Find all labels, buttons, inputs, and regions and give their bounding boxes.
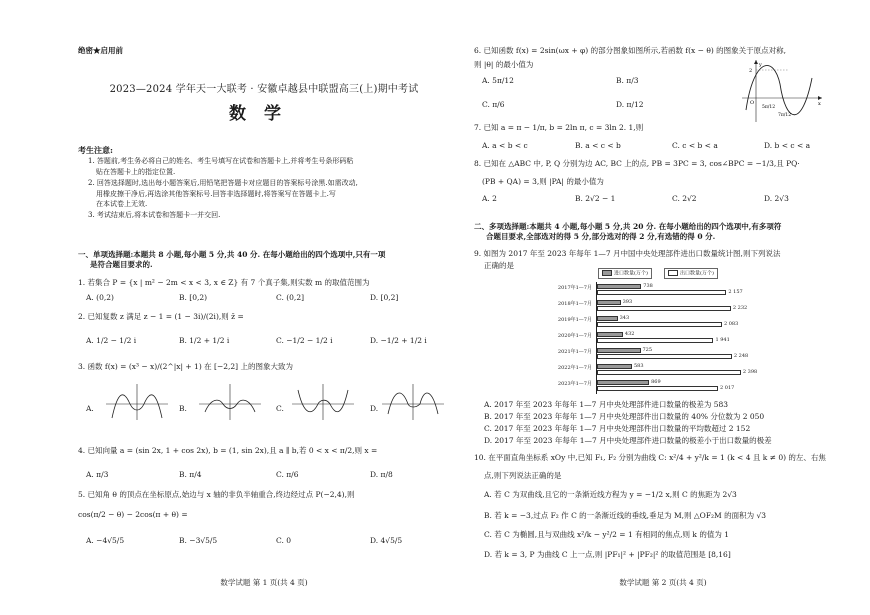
question-6-stem: 6. 已知函数 f(x) = 2sin(ωx + φ) 的部分图象如图所示,若函数 f(x − θ) 的图象关于原点对称, bbox=[474, 46, 787, 55]
bar-export bbox=[597, 322, 722, 327]
question-2-stem: 2. 已知复数 z 满足 z − 1 = (1 − 3i)/(2i),则 z̄ = bbox=[78, 312, 244, 321]
section2-title-line2: 合题目要求,全部选对的得 5 分,部分选对的得 2 分,有选错的得 0 分. bbox=[486, 232, 716, 242]
q8-option-d: D. 2√3 bbox=[764, 194, 789, 203]
bar-import bbox=[597, 364, 632, 369]
q1-option-c: C. (0,2] bbox=[276, 293, 305, 302]
chart-legend-export bbox=[664, 268, 718, 279]
bar-value-label: 2 157 bbox=[728, 289, 743, 295]
svg-text:x: x bbox=[818, 101, 821, 107]
bar-import bbox=[597, 348, 641, 353]
question-8-stem2: (PB + QA) = 3,则 |PA| 的最小值为 bbox=[482, 177, 604, 186]
section1-title-line2: 是符合题目要求的. bbox=[90, 260, 153, 270]
q8-option-a: A. 2 bbox=[482, 194, 497, 203]
bar-export bbox=[597, 306, 731, 311]
category-label: 2018年1—7月 bbox=[557, 301, 592, 307]
q5-option-d: D. 4√5/5 bbox=[370, 536, 403, 545]
note-line: 贴在答题卡上的指定位置. bbox=[96, 167, 176, 176]
bar-export bbox=[597, 290, 726, 295]
q3-option-b: B. bbox=[179, 404, 187, 413]
bar-export bbox=[597, 370, 741, 375]
q5-option-a: A. −4√5/5 bbox=[86, 536, 125, 545]
bar-value-label: 343 bbox=[619, 315, 630, 321]
bar-value-label: 2 083 bbox=[723, 321, 739, 327]
category-label: 2019年1—7月 bbox=[557, 317, 592, 323]
chart-legend-import bbox=[598, 268, 652, 279]
section1-title-line1: 一、单项选择题:本题共 8 小题,每小题 5 分,共 40 分. 在每小题给出的四个选项中,只有一项 bbox=[78, 250, 386, 259]
q6-option-c: C. π/6 bbox=[482, 100, 505, 109]
question-8-stem: 8. 已知在 △ABC 中, P, Q 分别为边 AC, BC 上的点, PB = 3PC = 3, cos∠BPC = −1/3,且 PQ· bbox=[474, 159, 800, 168]
q8-option-b: B. 2√2 − 1 bbox=[575, 194, 616, 203]
q4-option-c: C. π/6 bbox=[276, 470, 299, 479]
bar-value-label: 725 bbox=[642, 347, 653, 353]
q6-option-a: A. 5π/12 bbox=[482, 76, 514, 85]
q9-option-a: A. 2017 年至 2023 年每年 1—7 月中央处理部件进口数量的极差为 583 bbox=[484, 400, 729, 409]
q6-option-d: D. π/12 bbox=[616, 100, 644, 109]
bar-value-label: 432 bbox=[624, 331, 635, 337]
bar-import bbox=[597, 316, 618, 321]
q4-option-b: B. π/4 bbox=[179, 470, 202, 479]
bar-import bbox=[597, 332, 623, 337]
q3-graph-d bbox=[380, 382, 446, 422]
q9-option-c: C. 2017 年至 2023 年每年 1—7 月中央处理部件出口数量的平均数超过 2 152 bbox=[484, 424, 751, 433]
bar-export bbox=[597, 386, 718, 391]
q2-option-d: D. −1/2 + 1/2 i bbox=[370, 336, 427, 345]
note-line: 3. 考试结束后,将本试卷和答题卡一并交回. bbox=[88, 211, 221, 220]
bar-value-label: 2 232 bbox=[732, 305, 748, 311]
q9-bar-chart bbox=[534, 268, 794, 398]
bar-import bbox=[597, 380, 649, 385]
question-7-stem: 7. 已知 a = π − 1/π, b = 2ln π, c = 3ln 2. 1,则 bbox=[474, 123, 644, 132]
q3-option-a: A. bbox=[86, 404, 94, 413]
q3-graph-c bbox=[290, 382, 356, 422]
q7-option-c: C. c < b < a bbox=[672, 141, 718, 150]
q9-option-d: D. 2017 年至 2023 年每年 1—7 月中央处理部件进口数量的极差小于出口数量的极差 bbox=[484, 436, 772, 445]
bar-value-label: 869 bbox=[651, 379, 661, 385]
category-label: 2021年1—7月 bbox=[557, 349, 592, 355]
q1-option-a: A. (0,2) bbox=[86, 293, 114, 302]
secret-label: 绝密★启用前 bbox=[78, 46, 123, 55]
question-10-stem: 10. 在平面直角坐标系 xOy 中,已知 F₁, F₂ 分别为曲线 C: x²/4 + y²/k = 1 (k < 4 且 k ≠ 0) 的左、右焦 bbox=[474, 453, 826, 462]
question-4-stem: 4. 已知向量 a = (sin 2x, 1 + cos 2x), b = (1, sin 2x),且 a ∥ b,若 0 < x < π/2,则 x = bbox=[78, 446, 378, 455]
svg-text:5π/12: 5π/12 bbox=[762, 105, 776, 110]
notes-list bbox=[88, 156, 450, 221]
bar-import bbox=[597, 300, 621, 305]
note-line: 在本试卷上无效. bbox=[96, 200, 148, 209]
question-1-stem: 1. 若集合 P = {x | m² − 2m < x < 3, x ∈ Z} 有 7 个真子集,则实数 m 的取值范围为 bbox=[78, 278, 370, 287]
q3-graph-b bbox=[197, 382, 263, 422]
question-5-stem2: cos(π/2 − θ) − 2cos(π + θ) = bbox=[78, 510, 188, 519]
bar-value-label: 2 017 bbox=[720, 385, 735, 391]
q10-option-d: D. 若 k = 3, P 为曲线 C 上一点,则 |PF₁|² + |PF₂|² 的取值范围是 [8,16] bbox=[484, 550, 731, 559]
q7-option-a: A. a < b < c bbox=[482, 141, 528, 150]
q1-option-b: B. [0,2) bbox=[179, 293, 208, 302]
q6-option-b: B. π/3 bbox=[616, 76, 639, 85]
question-10-stem2: 点,则下列说法正确的是 bbox=[484, 471, 562, 480]
page-footer-left: 数学试题 第 1 页(共 4 页) bbox=[220, 578, 308, 587]
q7-option-d: D. b < c < a bbox=[764, 141, 811, 150]
bar-value-label: 393 bbox=[622, 299, 633, 305]
svg-text:7π/12: 7π/12 bbox=[778, 113, 792, 118]
page-footer-right: 数学试题 第 2 页(共 4 页) bbox=[619, 578, 707, 587]
svg-text:O: O bbox=[750, 100, 755, 106]
bar-value-label: 2 398 bbox=[742, 369, 758, 375]
q1-option-d: D. [0,2] bbox=[370, 293, 399, 302]
subject-title: 数学 bbox=[229, 104, 299, 124]
notes-title: 考生注意: bbox=[78, 145, 113, 155]
q5-option-c: C. 0 bbox=[276, 536, 292, 545]
q7-option-b: B. a < c < b bbox=[575, 141, 621, 150]
legend-swatch-export bbox=[668, 270, 678, 276]
q2-option-c: C. −1/2 − 1/2 i bbox=[276, 336, 333, 345]
bar-value-label: 738 bbox=[643, 283, 653, 289]
q4-option-d: D. π/8 bbox=[370, 470, 393, 479]
legend-label-import: 进口数量(万个) bbox=[614, 270, 648, 277]
q10-option-a: A. 若 C 为双曲线,且它的一条渐近线方程为 y = −1/2 x,则 C 的焦距为 2√3 bbox=[484, 490, 737, 499]
q3-option-d: D. bbox=[370, 404, 379, 413]
q6-sine-graph bbox=[740, 58, 824, 124]
q4-option-a: A. π/3 bbox=[86, 470, 109, 479]
q10-option-c: C. 若 C 为椭圆,且与双曲线 x²/k − y²/2 = 1 有相同的焦点,则 k 的值为 1 bbox=[484, 530, 729, 539]
bar-value-label: 2 248 bbox=[733, 353, 749, 359]
question-6-stem2: 则 |θ| 的最小值为 bbox=[474, 60, 534, 69]
note-line: 用橡皮擦干净后,再选涂其他答案标号.回答非选择题时,将答案写在答题卡上.写 bbox=[96, 189, 336, 198]
question-9-stem: 9. 如图为 2017 年至 2023 年每年 1—7 月中国中央处理部件进出口数量统计图,则下列说法 bbox=[474, 249, 781, 258]
legend-label-export: 出口数量(万个) bbox=[680, 270, 714, 277]
category-label: 2017年1—7月 bbox=[557, 285, 592, 291]
note-line: 2. 回答选择题时,选出每小题答案后,用铅笔把答题卡对应题目的答案标号涂黑.如需改动, bbox=[88, 178, 358, 187]
section2-title bbox=[474, 222, 852, 242]
question-3-stem: 3. 函数 f(x) = (x³ − x)/(2^|x| + 1) 在 [−2,2] 上的图象大致为 bbox=[78, 362, 293, 371]
svg-text:2: 2 bbox=[749, 68, 753, 74]
q10-option-b: B. 若 k = −3,过点 F₂ 作 C 的一条渐近线的垂线,垂足为 M,则 △OF₂M 的面积为 √3 bbox=[484, 511, 767, 520]
q2-option-b: B. 1/2 + 1/2 i bbox=[179, 336, 230, 345]
q9-option-b: B. 2017 年至 2023 年每年 1—7 月中央处理部件出口数量的 40% 分位数为 2 050 bbox=[484, 412, 765, 421]
section2-title-line1: 二、多项选择题:本题共 4 小题,每小题 5 分,共 20 分. 在每小题给出的四个选项中,有多项符 bbox=[474, 222, 782, 231]
category-label: 2022年1—7月 bbox=[557, 365, 592, 371]
question-9-stem2: 正确的是 bbox=[484, 261, 514, 270]
bar-export bbox=[597, 338, 713, 343]
bar-export bbox=[597, 354, 732, 359]
legend-swatch-import bbox=[602, 270, 612, 276]
bar-value-label: 1 941 bbox=[715, 337, 730, 343]
q3-option-c: C. bbox=[276, 404, 284, 413]
question-5-stem: 5. 已知角 θ 的顶点在坐标原点,始边与 x 轴的非负半轴重合,终边经过点 P(−2,4),则 bbox=[78, 490, 355, 499]
section1-title bbox=[78, 250, 450, 270]
svg-text:y: y bbox=[759, 62, 762, 68]
q2-option-a: A. 1/2 − 1/2 i bbox=[86, 336, 137, 345]
q8-option-c: C. 2√2 bbox=[672, 194, 697, 203]
q3-graph-a bbox=[104, 382, 170, 422]
exam-title: 2023—2024 学年天一大联考 · 安徽卓越县中联盟高三(上)期中考试 bbox=[109, 84, 419, 95]
q5-option-b: B. −3√5/5 bbox=[179, 536, 218, 545]
note-line: 1. 答题前,考生务必将自己的姓名、考生号填写在试卷和答题卡上,并将考生号条形码粘 bbox=[88, 157, 354, 165]
bar-import bbox=[597, 284, 641, 289]
bar-value-label: 583 bbox=[633, 363, 644, 369]
category-label: 2020年1—7月 bbox=[557, 333, 592, 339]
category-label: 2023年1—7月 bbox=[557, 381, 592, 387]
